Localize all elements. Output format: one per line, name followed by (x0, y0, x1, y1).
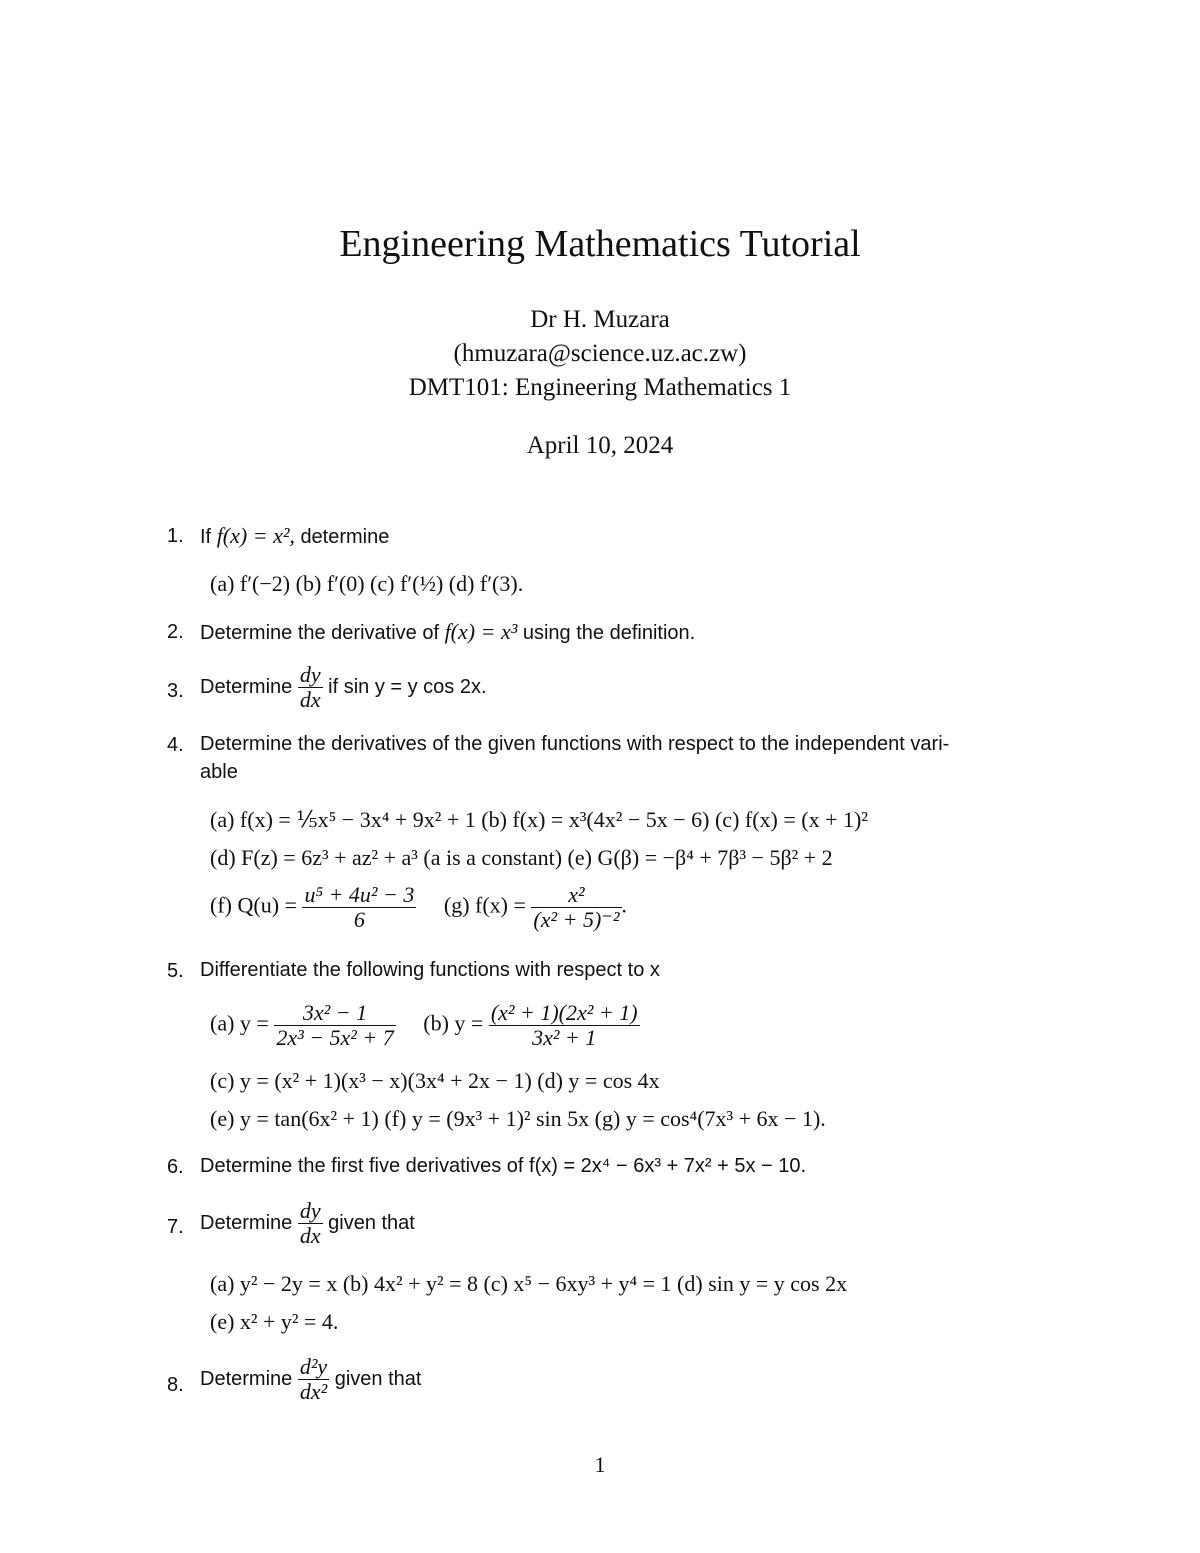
question-prefix: Determine (200, 675, 298, 698)
question-parts-row-2: (d) F(z) = 6z³ + az² + a³ (a is a constant) (e) G(β) = −β⁴ + 7β³ − 5β² + 2 (210, 845, 833, 870)
fraction-numerator: dy (299, 1198, 321, 1223)
question-parts: (a) f′(−2) (b) f′(0) (c) f′(½) (d) f′(3). (210, 571, 524, 596)
question-text (200, 525, 389, 547)
page-title: Engineering Mathematics Tutorial (339, 223, 861, 265)
question-intro-prefix: If (200, 526, 212, 548)
question-text (200, 1356, 421, 1403)
question-text: Determine the first five derivatives of f(x) = 2x⁴ − 6x³ + 7x² + 5x − 10. (200, 1155, 807, 1177)
fraction-denominator: dx (299, 687, 321, 712)
fraction-numerator: d²y (299, 1354, 328, 1379)
derivative-fraction (298, 1200, 323, 1247)
question-parts-row-2: (e) x² + y² = 4. (210, 1309, 339, 1334)
question-number: 5. (167, 960, 184, 982)
fraction-denominator: (x² + 5)⁻² (533, 907, 620, 932)
derivative-fraction (298, 664, 323, 711)
part-f-label: (f) Q(u) = (210, 892, 303, 918)
question-text (200, 621, 695, 643)
part-b-fraction (489, 1002, 640, 1049)
question-prefix: Determine (200, 1367, 298, 1390)
question-suffix: given that (329, 1367, 422, 1390)
fraction-numerator: x² (531, 884, 621, 908)
fraction-numerator: u⁵ + 4u² − 3 (304, 882, 415, 907)
question-math: f(x) = x³ (444, 619, 518, 644)
second-derivative-fraction (298, 1356, 329, 1403)
document-date: April 10, 2024 (526, 432, 674, 459)
question-text (200, 1200, 415, 1247)
question-prefix: Determine (200, 1211, 298, 1234)
fraction-denominator: dx² (299, 1379, 328, 1404)
part-b-label: (b) y = (423, 1010, 489, 1036)
question-suffix: using the definition. (517, 622, 696, 644)
part-g-fraction (531, 884, 621, 931)
question-number: 4. (167, 734, 184, 756)
question-suffix: given that (322, 1211, 415, 1234)
question-intro-line-2: able (200, 761, 238, 783)
question-parts-row-1: (a) f(x) = ⅕x⁵ − 3x⁴ + 9x² + 1 (b) f(x) = x³(4x² − 5x − 6) (c) f(x) = (x + 1)² (210, 807, 868, 832)
question-intro-math: f(x) = x², (216, 523, 301, 548)
question-number: 2. (167, 621, 184, 643)
question-number: 1. (167, 525, 184, 547)
course-title: DMT101: Engineering Mathematics 1 (408, 374, 792, 401)
part-a-label: (a) y = (210, 1010, 275, 1036)
fraction-numerator: dy (299, 662, 321, 687)
page-number: 1 (594, 1452, 606, 1477)
fraction-numerator: (x² + 1)(2x² + 1) (490, 1000, 638, 1025)
question-text (200, 664, 487, 711)
part-g-end: . (621, 892, 627, 918)
fraction-denominator: 6 (353, 907, 365, 932)
question-number: 3. (167, 680, 184, 702)
part-a-fraction (274, 1002, 395, 1049)
question-number: 6. (167, 1156, 184, 1178)
author-email: (hmuzara@science.uz.ac.zw) (453, 340, 747, 367)
fraction-denominator: dx (299, 1223, 321, 1248)
author-name: Dr H. Muzara (530, 306, 670, 333)
fraction-denominator: 3x² + 1 (532, 1025, 597, 1050)
question-prefix: Determine the derivative of (200, 622, 445, 644)
question-parts-row-1: (a) y² − 2y = x (b) 4x² + y² = 8 (c) x⁵ − 6xy³ + y⁴ = 1 (d) sin y = y cos 2x (210, 1271, 848, 1296)
question-parts-row-3: (e) y = tan(6x² + 1) (f) y = (9x³ + 1)² sin 5x (g) y = cos⁴(7x³ + 6x − 1). (210, 1106, 826, 1131)
question-intro-suffix: determine (300, 526, 390, 548)
fraction-numerator: 3x² − 1 (274, 1002, 395, 1026)
question-intro: Differentiate the following functions with respect to x (200, 959, 660, 981)
question-parts-row-1 (210, 1002, 640, 1049)
fraction-denominator: 2x³ − 5x² + 7 (276, 1025, 394, 1050)
question-parts-row-3 (210, 884, 627, 931)
part-g-label: (g) f(x) = (443, 892, 532, 918)
question-number: 8. (167, 1374, 184, 1396)
question-number: 7. (167, 1216, 184, 1238)
part-f-fraction (302, 884, 416, 931)
question-suffix: if sin y = y cos 2x. (322, 675, 487, 698)
question-intro-line-1: Determine the derivatives of the given functions with respect to the independent vari- (200, 733, 950, 755)
question-parts-row-2: (c) y = (x² + 1)(x³ − x)(3x⁴ + 2x − 1) (d) y = cos 4x (210, 1068, 660, 1093)
